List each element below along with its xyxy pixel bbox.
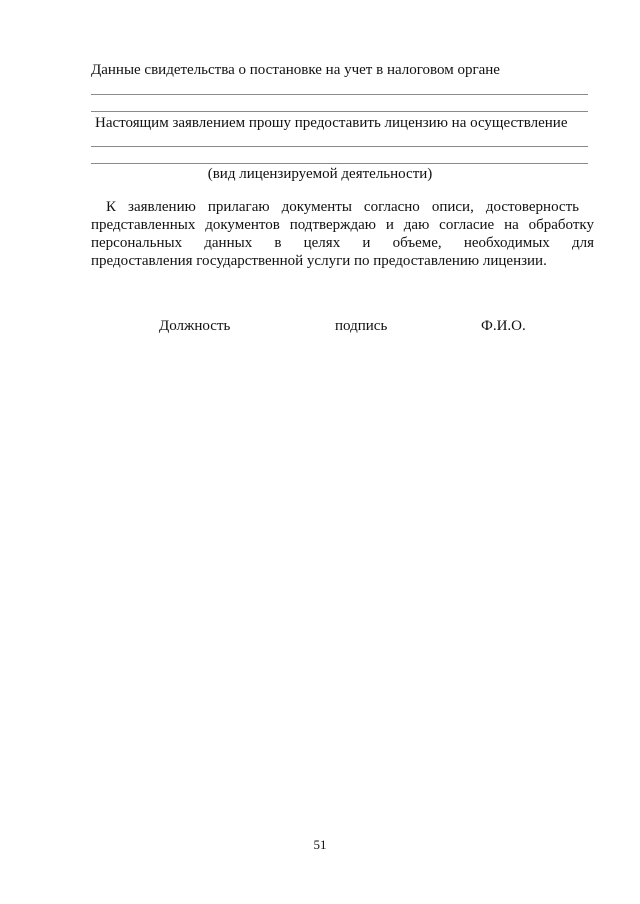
page-number: 51: [313, 837, 327, 852]
activity-type-caption: (вид лицензируемой деятельности): [207, 166, 433, 182]
blank-line-1: [91, 94, 588, 95]
consent-paragraph-line: представленных документов подтверждаю и даю согласие на обработку: [91, 217, 594, 233]
consent-paragraph-line: К заявлению прилагаю документы согласно описи, достоверность: [106, 199, 579, 215]
blank-line-3: [91, 146, 588, 147]
consent-paragraph: [91, 198, 594, 270]
consent-paragraph-line: предоставления государственной услуги по предоставлению лицензии.: [91, 253, 547, 269]
tax-registration-label: Данные свидетельства о постановке на учет в налоговом органе: [91, 62, 500, 78]
consent-paragraph-line: персональных данных в целях и объеме, необходимых для: [91, 235, 594, 251]
license-request-label: Настоящим заявлением прошу предоставить лицензию на осуществление: [95, 115, 568, 131]
blank-line-2: [91, 111, 588, 112]
full-name-label: Ф.И.О.: [481, 318, 526, 334]
signature-label: подпись: [335, 318, 388, 334]
blank-line-4: [91, 163, 588, 164]
position-label: Должность: [159, 318, 231, 334]
